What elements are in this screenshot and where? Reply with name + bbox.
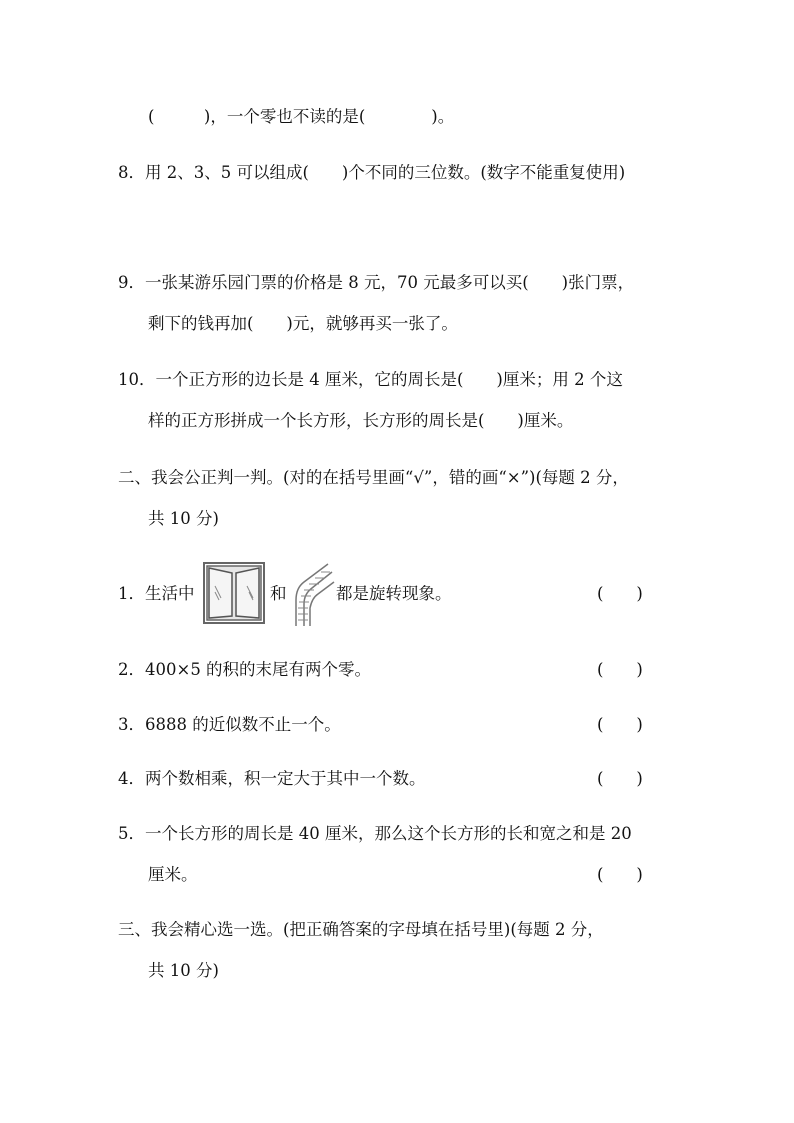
question-8: 8．用 2、3、5 可以组成( )个不同的三位数。(数字不能重复使用) — [118, 163, 626, 182]
fill-blank-continuation: ( )，一个零也不读的是( )。 — [148, 107, 455, 126]
answer-bracket-2: ( ) — [597, 660, 643, 679]
judge-1-prefix: 1．生活中 — [118, 584, 195, 603]
section-3-heading-line-2: 共 10 分) — [148, 961, 219, 980]
judge-1-and: 和 — [270, 584, 287, 603]
question-10-line-2: 样的正方形拼成一个长方形，长方形的周长是( )厘米。 — [148, 411, 574, 430]
judge-3: 3．6888 的近似数不止一个。 — [118, 715, 341, 734]
judge-4: 4．两个数相乘，积一定大于其中一个数。 — [118, 769, 426, 788]
question-10-line-1: 10．一个正方形的边长是 4 厘米，它的周长是( )厘米；用 2 个这 — [118, 370, 623, 389]
answer-bracket-3: ( ) — [597, 715, 643, 734]
judge-5-line-1: 5．一个长方形的周长是 40 厘米，那么这个长方形的长和宽之和是 20 — [118, 824, 632, 843]
section-2-heading-line-2: 共 10 分) — [148, 509, 219, 528]
escalator-picture — [290, 560, 336, 632]
question-9-line-1: 9．一张某游乐园门票的价格是 8 元，70 元最多可以买( )张门票， — [118, 273, 635, 292]
section-2-heading: 二、我会公正判一判。(对的在括号里画“√”，错的画“×”)(每题 2 分， — [118, 468, 629, 487]
section-3-heading: 三、我会精心选一选。(把正确答案的字母填在括号里)(每题 2 分， — [118, 920, 604, 939]
answer-bracket-4: ( ) — [597, 769, 643, 788]
answer-bracket-5: ( ) — [597, 865, 643, 884]
judge-1-suffix: 都是旋转现象。 — [336, 584, 452, 603]
window-picture — [203, 562, 265, 628]
judge-5-line-2: 厘米。 — [148, 865, 198, 884]
answer-bracket-1: ( ) — [597, 584, 643, 603]
judge-2: 2．400×5 的积的末尾有两个零。 — [118, 660, 372, 679]
question-9-line-2: 剩下的钱再加( )元，就够再买一张了。 — [148, 314, 458, 333]
